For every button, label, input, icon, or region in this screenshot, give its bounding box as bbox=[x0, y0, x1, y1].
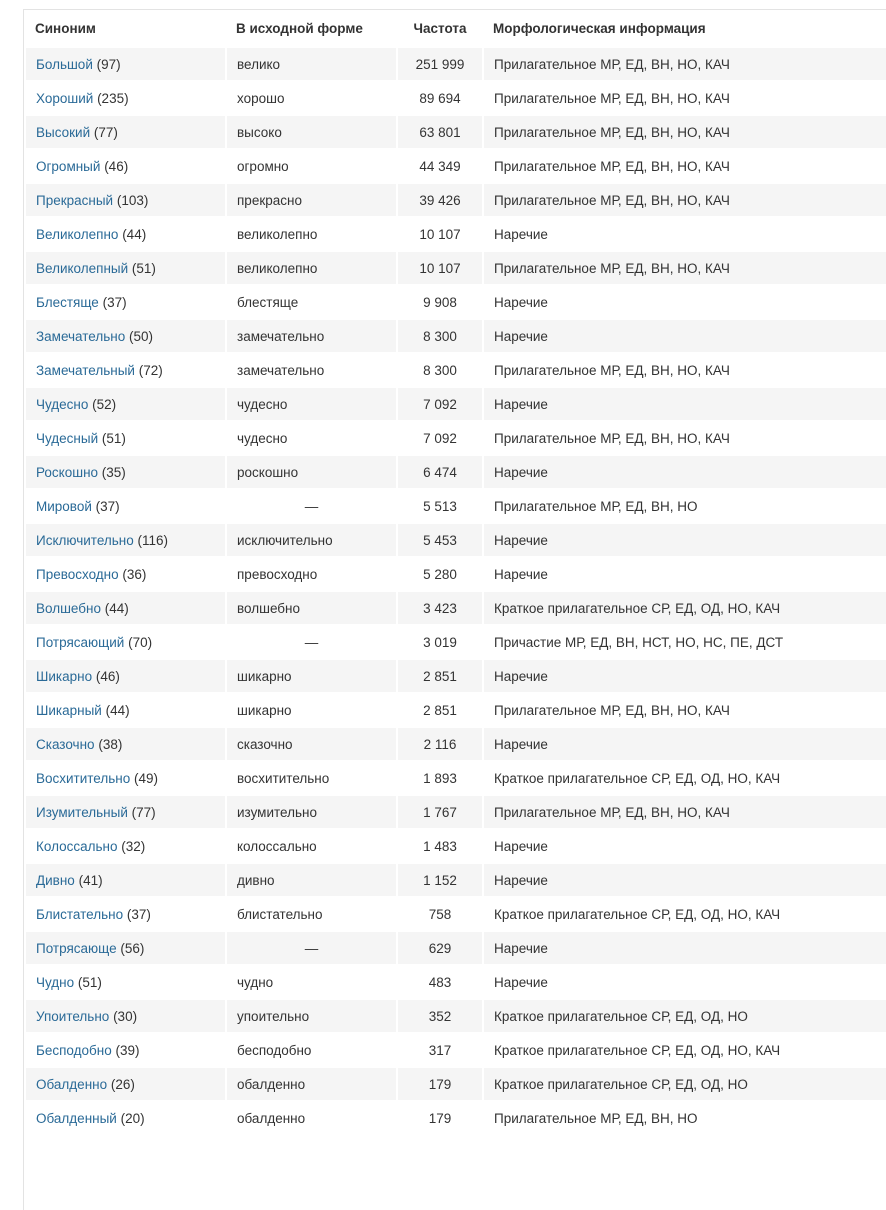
synonyms-table bbox=[24, 10, 886, 1136]
synonym-link[interactable]: Сказочно bbox=[36, 736, 95, 752]
synonym-count: (46) bbox=[104, 158, 129, 174]
synonym-link[interactable]: Замечательно bbox=[36, 328, 126, 344]
base-form-cell: изумительно bbox=[226, 795, 397, 829]
synonym-count: (37) bbox=[102, 294, 127, 310]
synonym-link[interactable]: Чудесный bbox=[36, 430, 99, 446]
morphology-cell: Прилагательное МР, ЕД, ВН, НО, КАЧ bbox=[483, 183, 886, 217]
frequency-cell: 5 453 bbox=[397, 523, 483, 557]
header-morphology[interactable]: Морфологическая информация bbox=[493, 20, 706, 36]
synonym-cell bbox=[25, 387, 226, 421]
morphology-cell: Прилагательное МР, ЕД, ВН, НО, КАЧ bbox=[483, 353, 886, 387]
synonym-link[interactable]: Потрясающий bbox=[36, 634, 125, 650]
frequency-cell: 7 092 bbox=[397, 387, 483, 421]
frequency-cell: 758 bbox=[397, 897, 483, 931]
synonym-link[interactable]: Великолепный bbox=[36, 260, 129, 276]
frequency-cell: 8 300 bbox=[397, 319, 483, 353]
base-form-cell: блестяще bbox=[226, 285, 397, 319]
synonym-cell bbox=[25, 863, 226, 897]
base-form-cell: — bbox=[226, 489, 397, 523]
base-form-cell: замечательно bbox=[226, 319, 397, 353]
synonym-link[interactable]: Волшебно bbox=[36, 600, 101, 616]
morphology-cell: Наречие bbox=[483, 829, 886, 863]
synonym-cell bbox=[25, 251, 226, 285]
base-form-cell: шикарно bbox=[226, 693, 397, 727]
base-form-cell: великолепно bbox=[226, 251, 397, 285]
synonym-cell bbox=[25, 795, 226, 829]
synonym-count: (36) bbox=[122, 566, 147, 582]
base-form-cell: роскошно bbox=[226, 455, 397, 489]
morphology-cell: Прилагательное МР, ЕД, ВН, НО, КАЧ bbox=[483, 149, 886, 183]
synonym-link[interactable]: Шикарно bbox=[36, 668, 93, 684]
base-form-cell: обалденно bbox=[226, 1067, 397, 1101]
morphology-cell: Прилагательное МР, ЕД, ВН, НО bbox=[483, 1101, 886, 1135]
synonym-cell bbox=[25, 489, 226, 523]
frequency-cell: 10 107 bbox=[397, 251, 483, 285]
morphology-cell: Наречие bbox=[483, 455, 886, 489]
table-row bbox=[25, 183, 886, 217]
table-row bbox=[25, 81, 886, 115]
morphology-cell: Наречие bbox=[483, 931, 886, 965]
base-form-cell: — bbox=[226, 931, 397, 965]
table-row bbox=[25, 931, 886, 965]
synonym-cell bbox=[25, 625, 226, 659]
frequency-cell: 629 bbox=[397, 931, 483, 965]
synonym-link[interactable]: Чудесно bbox=[36, 396, 89, 412]
base-form-cell: велико bbox=[226, 47, 397, 81]
synonym-cell bbox=[25, 591, 226, 625]
synonym-count: (26) bbox=[110, 1076, 135, 1092]
table-row bbox=[25, 727, 886, 761]
synonym-count: (103) bbox=[116, 192, 149, 208]
synonym-link[interactable]: Великолепно bbox=[36, 226, 119, 242]
header-base-form[interactable]: В исходной форме bbox=[236, 20, 363, 36]
table-row bbox=[25, 659, 886, 693]
frequency-cell: 2 851 bbox=[397, 659, 483, 693]
synonym-count: (51) bbox=[77, 974, 102, 990]
table-row bbox=[25, 115, 886, 149]
base-form-cell: — bbox=[226, 625, 397, 659]
synonym-link[interactable]: Шикарный bbox=[36, 702, 102, 718]
synonym-cell bbox=[25, 659, 226, 693]
synonym-link[interactable]: Блистательно bbox=[36, 906, 124, 922]
synonym-link[interactable]: Изумительный bbox=[36, 804, 128, 820]
synonym-count: (51) bbox=[101, 430, 126, 446]
base-form-cell: огромно bbox=[226, 149, 397, 183]
synonym-link[interactable]: Огромный bbox=[36, 158, 101, 174]
synonym-count: (72) bbox=[138, 362, 163, 378]
synonym-count: (70) bbox=[128, 634, 153, 650]
synonym-cell bbox=[25, 183, 226, 217]
morphology-cell: Краткое прилагательное СР, ЕД, ОД, НО, КАЧ bbox=[483, 1033, 886, 1067]
table-row bbox=[25, 455, 886, 489]
synonym-count: (44) bbox=[105, 702, 130, 718]
base-form-cell: сказочно bbox=[226, 727, 397, 761]
morphology-cell: Прилагательное МР, ЕД, ВН, НО, КАЧ bbox=[483, 693, 886, 727]
frequency-cell: 352 bbox=[397, 999, 483, 1033]
morphology-cell: Наречие bbox=[483, 965, 886, 999]
synonym-link[interactable]: Большой bbox=[36, 56, 93, 72]
header-synonym[interactable]: Синоним bbox=[35, 20, 96, 36]
synonym-cell bbox=[25, 421, 226, 455]
frequency-cell: 179 bbox=[397, 1101, 483, 1135]
morphology-cell: Прилагательное МР, ЕД, ВН, НО, КАЧ bbox=[483, 421, 886, 455]
table-row bbox=[25, 489, 886, 523]
table-row bbox=[25, 387, 886, 421]
synonym-cell bbox=[25, 965, 226, 999]
morphology-cell: Наречие bbox=[483, 285, 886, 319]
morphology-cell: Наречие bbox=[483, 727, 886, 761]
morphology-cell: Наречие bbox=[483, 557, 886, 591]
base-form-cell: высоко bbox=[226, 115, 397, 149]
table-row bbox=[25, 761, 886, 795]
synonym-link[interactable]: Роскошно bbox=[36, 464, 99, 480]
synonym-count: (56) bbox=[120, 940, 145, 956]
frequency-cell: 3 423 bbox=[397, 591, 483, 625]
frequency-cell: 1 767 bbox=[397, 795, 483, 829]
synonym-count: (49) bbox=[134, 770, 159, 786]
morphology-cell: Прилагательное МР, ЕД, ВН, НО, КАЧ bbox=[483, 81, 886, 115]
frequency-cell: 483 bbox=[397, 965, 483, 999]
synonym-link[interactable]: Колоссально bbox=[36, 838, 118, 854]
synonym-count: (20) bbox=[120, 1110, 145, 1126]
frequency-cell: 6 474 bbox=[397, 455, 483, 489]
base-form-cell: дивно bbox=[226, 863, 397, 897]
synonym-cell bbox=[25, 217, 226, 251]
synonym-link[interactable]: Обалденный bbox=[36, 1110, 117, 1126]
table-row bbox=[25, 421, 886, 455]
synonym-cell bbox=[25, 931, 226, 965]
synonym-cell bbox=[25, 897, 226, 931]
base-form-cell: хорошо bbox=[226, 81, 397, 115]
synonym-cell bbox=[25, 1067, 226, 1101]
morphology-cell: Наречие bbox=[483, 523, 886, 557]
synonym-cell bbox=[25, 149, 226, 183]
table-row bbox=[25, 829, 886, 863]
synonym-link[interactable]: Дивно bbox=[36, 872, 75, 888]
synonym-count: (52) bbox=[92, 396, 117, 412]
frequency-cell: 2 116 bbox=[397, 727, 483, 761]
synonym-cell bbox=[25, 761, 226, 795]
table-row bbox=[25, 795, 886, 829]
base-form-cell: восхитительно bbox=[226, 761, 397, 795]
frequency-cell: 317 bbox=[397, 1033, 483, 1067]
base-form-cell: прекрасно bbox=[226, 183, 397, 217]
synonym-cell bbox=[25, 47, 226, 81]
synonym-cell bbox=[25, 81, 226, 115]
table-body bbox=[25, 47, 886, 1135]
synonym-count: (41) bbox=[78, 872, 103, 888]
base-form-cell: чудесно bbox=[226, 387, 397, 421]
synonym-count: (77) bbox=[131, 804, 156, 820]
table-row bbox=[25, 591, 886, 625]
base-form-cell: колоссально bbox=[226, 829, 397, 863]
synonyms-table-frame bbox=[23, 9, 886, 1210]
synonym-link[interactable]: Чудно bbox=[36, 974, 75, 990]
table-row bbox=[25, 557, 886, 591]
synonym-link[interactable]: Мировой bbox=[36, 498, 92, 514]
morphology-cell: Прилагательное МР, ЕД, ВН, НО, КАЧ bbox=[483, 251, 886, 285]
base-form-cell: великолепно bbox=[226, 217, 397, 251]
synonym-count: (46) bbox=[95, 668, 120, 684]
frequency-cell: 44 349 bbox=[397, 149, 483, 183]
frequency-cell: 179 bbox=[397, 1067, 483, 1101]
frequency-cell: 2 851 bbox=[397, 693, 483, 727]
morphology-cell: Наречие bbox=[483, 659, 886, 693]
table-row bbox=[25, 965, 886, 999]
morphology-cell: Краткое прилагательное СР, ЕД, ОД, НО bbox=[483, 1067, 886, 1101]
base-form-cell: шикарно bbox=[226, 659, 397, 693]
synonym-count: (37) bbox=[126, 906, 151, 922]
synonym-link[interactable]: Хороший bbox=[36, 90, 94, 106]
synonym-count: (32) bbox=[121, 838, 146, 854]
synonym-link[interactable]: Замечательный bbox=[36, 362, 135, 378]
morphology-cell: Наречие bbox=[483, 387, 886, 421]
frequency-cell: 89 694 bbox=[397, 81, 483, 115]
synonym-cell bbox=[25, 557, 226, 591]
synonym-cell bbox=[25, 523, 226, 557]
frequency-cell: 3 019 bbox=[397, 625, 483, 659]
base-form-cell: исключительно bbox=[226, 523, 397, 557]
morphology-cell: Краткое прилагательное СР, ЕД, ОД, НО, КАЧ bbox=[483, 591, 886, 625]
synonym-cell bbox=[25, 353, 226, 387]
header-frequency[interactable]: Частота bbox=[413, 20, 467, 36]
morphology-cell: Краткое прилагательное СР, ЕД, ОД, НО, КАЧ bbox=[483, 897, 886, 931]
synonym-count: (97) bbox=[96, 56, 121, 72]
table-row bbox=[25, 863, 886, 897]
frequency-cell: 1 152 bbox=[397, 863, 483, 897]
frequency-cell: 10 107 bbox=[397, 217, 483, 251]
table-row bbox=[25, 1033, 886, 1067]
morphology-cell: Прилагательное МР, ЕД, ВН, НО, КАЧ bbox=[483, 47, 886, 81]
synonym-count: (116) bbox=[137, 532, 169, 548]
synonym-count: (77) bbox=[93, 124, 118, 140]
table-row bbox=[25, 1067, 886, 1101]
synonym-cell bbox=[25, 319, 226, 353]
synonym-cell bbox=[25, 693, 226, 727]
morphology-cell: Краткое прилагательное СР, ЕД, ОД, НО bbox=[483, 999, 886, 1033]
table-row bbox=[25, 149, 886, 183]
base-form-cell: обалденно bbox=[226, 1101, 397, 1135]
frequency-cell: 5 513 bbox=[397, 489, 483, 523]
morphology-cell: Наречие bbox=[483, 217, 886, 251]
frequency-cell: 8 300 bbox=[397, 353, 483, 387]
synonym-link[interactable]: Высокий bbox=[36, 124, 91, 140]
synonym-link[interactable]: Обалденно bbox=[36, 1076, 108, 1092]
frequency-cell: 251 999 bbox=[397, 47, 483, 81]
table-row bbox=[25, 319, 886, 353]
synonym-cell bbox=[25, 115, 226, 149]
synonym-cell bbox=[25, 455, 226, 489]
table-row bbox=[25, 999, 886, 1033]
morphology-cell: Краткое прилагательное СР, ЕД, ОД, НО, КАЧ bbox=[483, 761, 886, 795]
base-form-cell: упоительно bbox=[226, 999, 397, 1033]
synonym-link[interactable]: Превосходно bbox=[36, 566, 119, 582]
base-form-cell: волшебно bbox=[226, 591, 397, 625]
synonym-count: (51) bbox=[131, 260, 156, 276]
table-row bbox=[25, 1101, 886, 1135]
morphology-cell: Наречие bbox=[483, 863, 886, 897]
morphology-cell: Прилагательное МР, ЕД, ВН, НО, КАЧ bbox=[483, 795, 886, 829]
table-row bbox=[25, 285, 886, 319]
table-row bbox=[25, 625, 886, 659]
frequency-cell: 7 092 bbox=[397, 421, 483, 455]
frequency-cell: 5 280 bbox=[397, 557, 483, 591]
table-row bbox=[25, 251, 886, 285]
table-row bbox=[25, 217, 886, 251]
synonym-count: (30) bbox=[113, 1008, 138, 1024]
morphology-cell: Прилагательное МР, ЕД, ВН, НО bbox=[483, 489, 886, 523]
table-row bbox=[25, 693, 886, 727]
frequency-cell: 1 483 bbox=[397, 829, 483, 863]
table-row bbox=[25, 353, 886, 387]
synonym-count: (37) bbox=[95, 498, 120, 514]
table-row bbox=[25, 47, 886, 81]
table-header-row bbox=[25, 10, 886, 47]
synonym-count: (44) bbox=[104, 600, 129, 616]
synonym-cell bbox=[25, 829, 226, 863]
synonym-link[interactable]: Восхитительно bbox=[36, 770, 131, 786]
frequency-cell: 1 893 bbox=[397, 761, 483, 795]
base-form-cell: чудно bbox=[226, 965, 397, 999]
synonym-link[interactable]: Потрясающе bbox=[36, 940, 117, 956]
synonym-count: (44) bbox=[122, 226, 147, 242]
synonym-count: (38) bbox=[98, 736, 123, 752]
table-row bbox=[25, 523, 886, 557]
frequency-cell: 9 908 bbox=[397, 285, 483, 319]
synonym-cell bbox=[25, 1033, 226, 1067]
synonym-cell bbox=[25, 999, 226, 1033]
base-form-cell: чудесно bbox=[226, 421, 397, 455]
morphology-cell: Причастие МР, ЕД, ВН, НСТ, НО, НС, ПЕ, ДСТ bbox=[483, 625, 886, 659]
synonym-cell bbox=[25, 727, 226, 761]
morphology-cell: Прилагательное МР, ЕД, ВН, НО, КАЧ bbox=[483, 115, 886, 149]
synonym-link[interactable]: Прекрасный bbox=[36, 192, 114, 208]
base-form-cell: бесподобно bbox=[226, 1033, 397, 1067]
frequency-cell: 63 801 bbox=[397, 115, 483, 149]
base-form-cell: превосходно bbox=[226, 557, 397, 591]
synonym-link[interactable]: Блестяще bbox=[36, 294, 99, 310]
morphology-cell: Наречие bbox=[483, 319, 886, 353]
synonym-count: (235) bbox=[97, 90, 129, 106]
synonym-count: (50) bbox=[128, 328, 153, 344]
base-form-cell: замечательно bbox=[226, 353, 397, 387]
synonym-link[interactable]: Упоительно bbox=[36, 1008, 110, 1024]
synonym-cell bbox=[25, 285, 226, 319]
frequency-cell: 39 426 bbox=[397, 183, 483, 217]
table-row bbox=[25, 897, 886, 931]
synonym-link[interactable]: Исключительно bbox=[36, 532, 134, 548]
synonym-cell bbox=[25, 1101, 226, 1135]
synonym-count: (35) bbox=[101, 464, 126, 480]
synonym-count: (39) bbox=[115, 1042, 140, 1058]
synonym-link[interactable]: Бесподобно bbox=[36, 1042, 112, 1058]
base-form-cell: блистательно bbox=[226, 897, 397, 931]
